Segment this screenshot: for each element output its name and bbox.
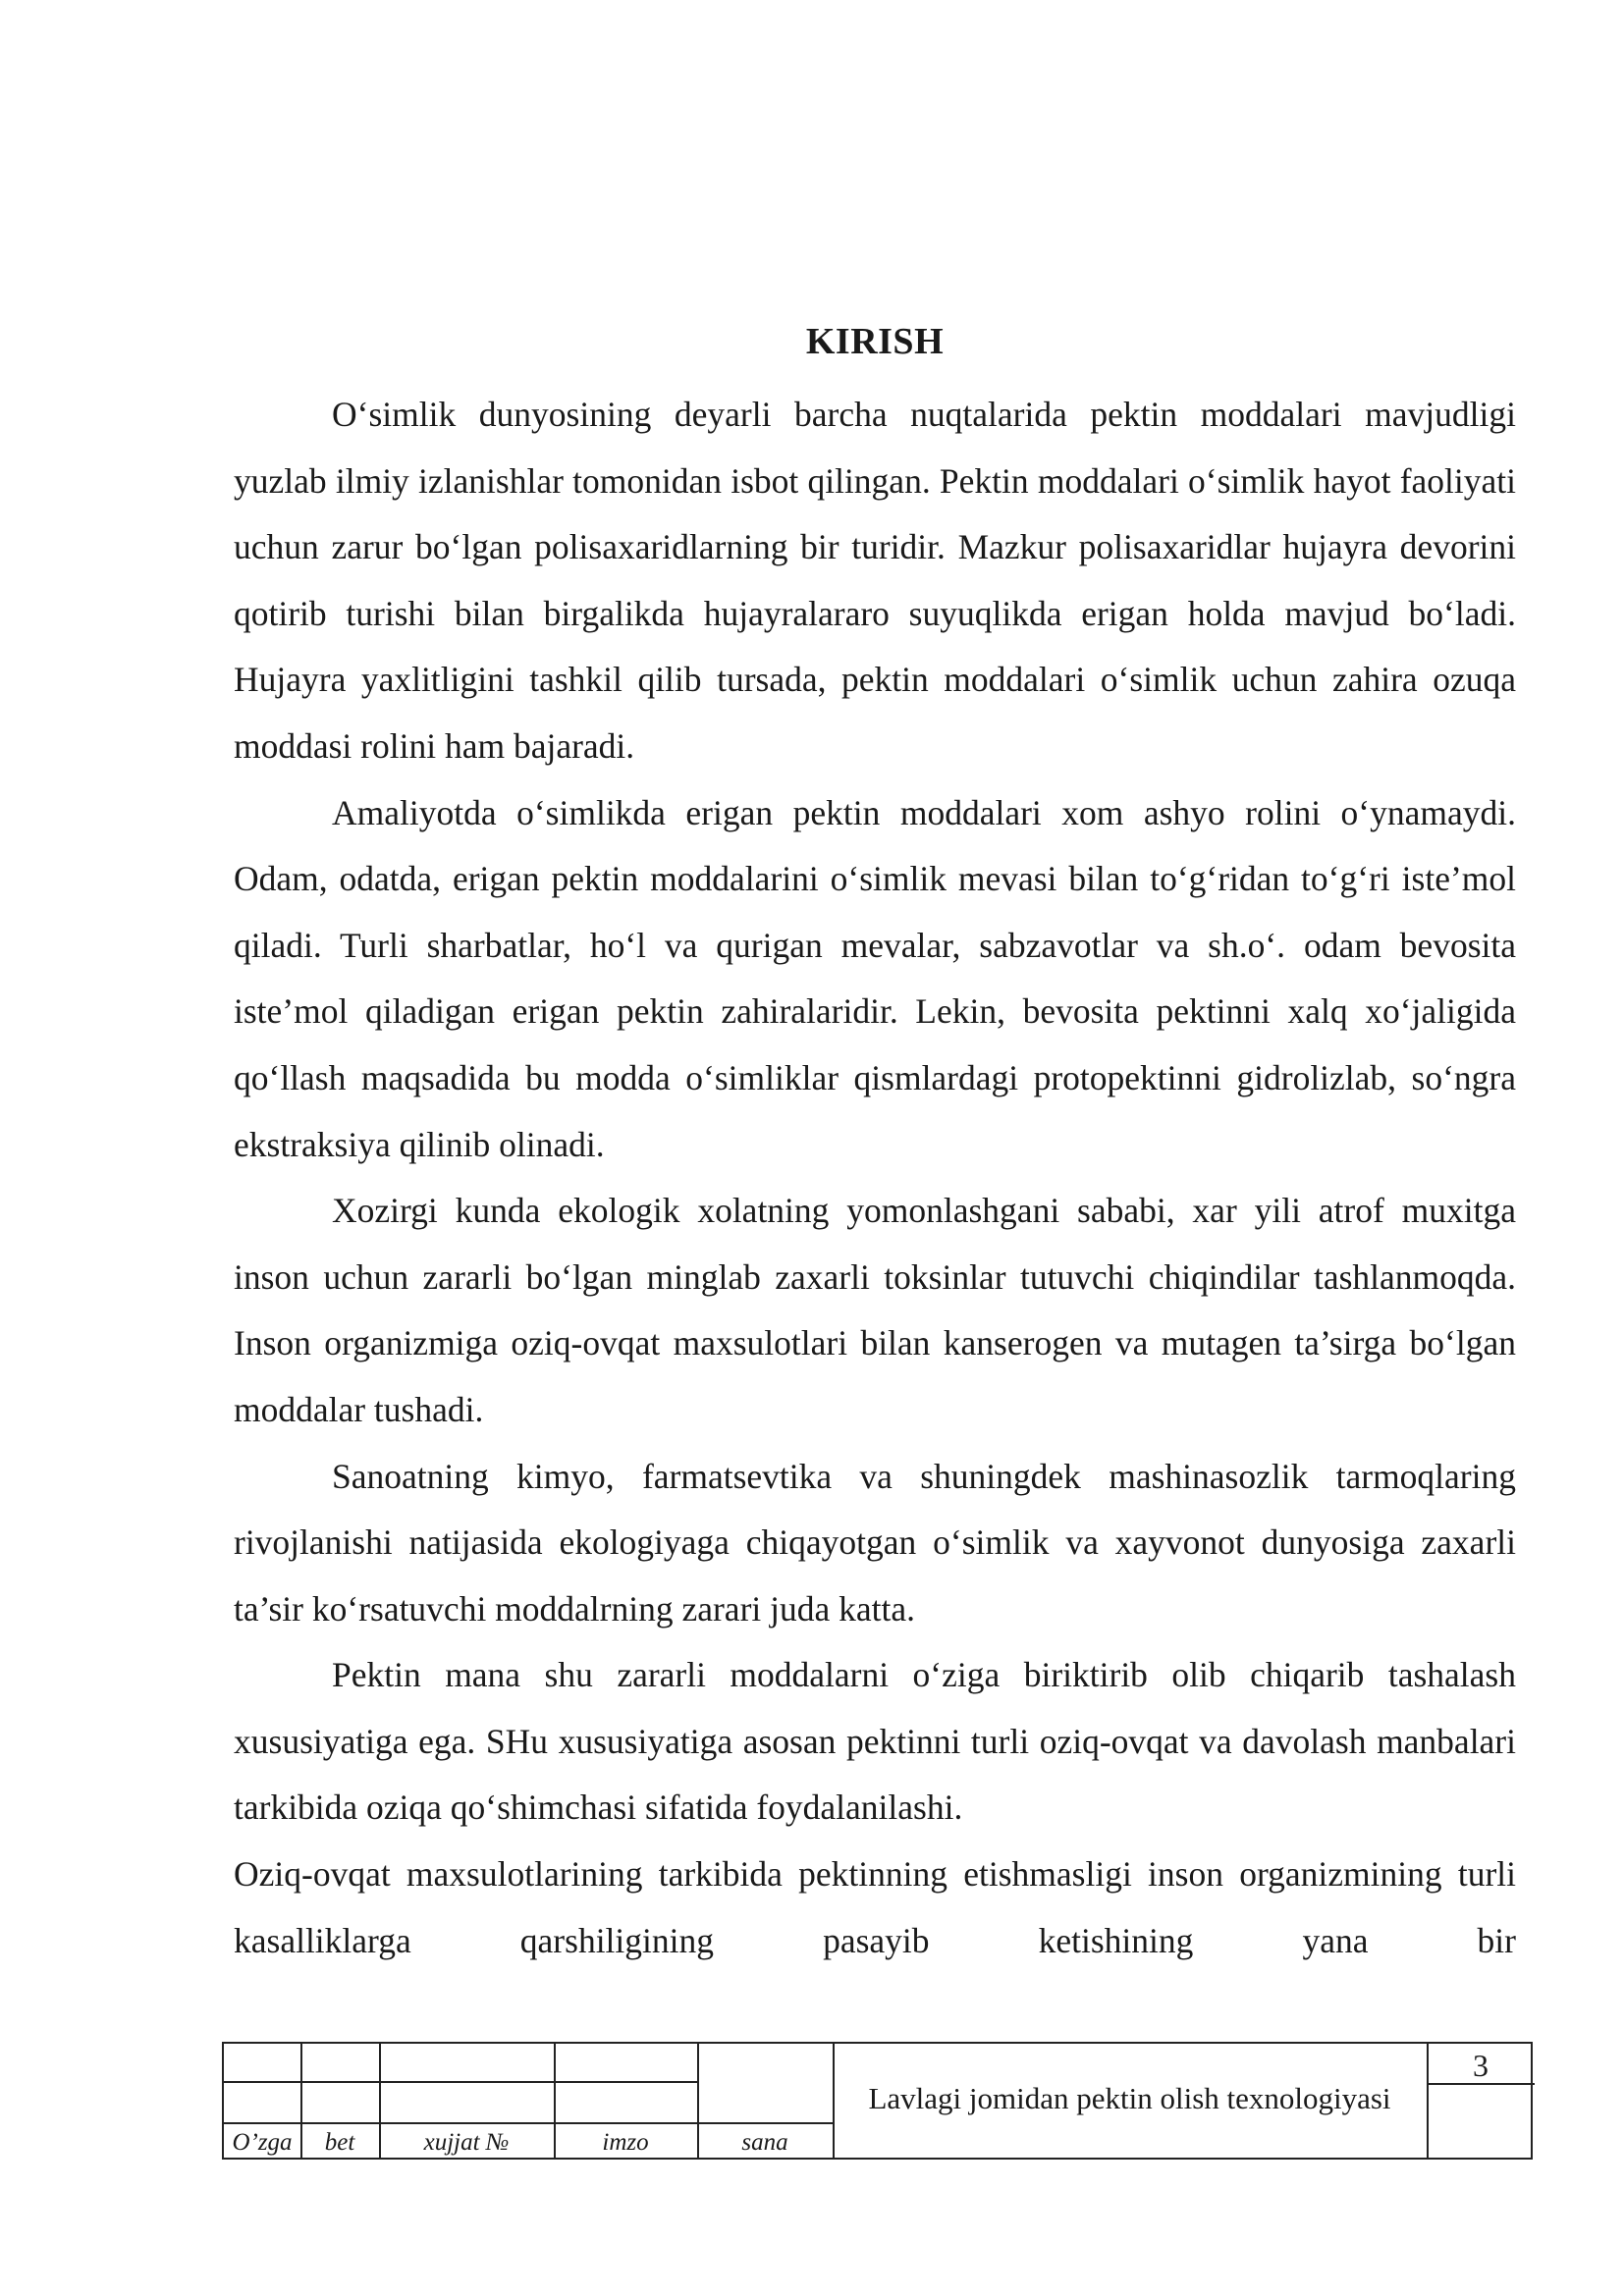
label-sana: sana <box>741 2129 788 2156</box>
paragraph: Oziq-ovqat maxsulotlarining tarkibida pektinning etishmasligi inson organizmining turli kasalliklarga qarshiligining pasayib ketishining yana bir <box>234 1854 1516 1960</box>
grid-line <box>224 2081 697 2083</box>
paragraph: O‘simlik dunyosining deyarli barcha nuqtalarida pektin moddalari mavjudligi yuzlab ilmiy izlanishlar tomonidan isbot qilingan. Pektin moddalari o‘simlik hayot faoliyati uchun zarur bo‘lgan polisaxaridlarning bir turidir. Mazkur polisaxaridlar hujayra devorini qotirib turishi bilan birgalikda hujayralararo suyuqlikda erigan holda mavjud bo‘ladi. Hujayra yaxlitligini tashkil qilib tursada, pektin moddalari o‘simlik uchun zahira ozuqa moddasi rolini ham bajaradi. <box>234 395 1516 766</box>
label-imzo: imzo <box>602 2129 649 2156</box>
label-ozga: O’zga <box>232 2129 293 2156</box>
paragraph: Xozirgi kunda ekologik xolatning yomonlashgani sababi, xar yili atrof muxitga inson uchun zararli bo‘lgan minglab zaxarli toksinlar tutuvchi chiqindilar tashlanmoqda. Inson organizmiga oziq-ovqat maxsulotlari bilan kanserogen va mutagen ta’sirga bo‘lgan moddalar tushadi. <box>234 1191 1516 1429</box>
document-title: Lavlagi jomidan pektin olish texnologiyasi <box>868 2081 1391 2115</box>
page-number: 3 <box>1473 2048 1489 2083</box>
paragraph: Sanoatning kimyo, farmatsevtika va shuningdek mashinasozlik tarmoqlaring rivojlanishi natijasida ekologiyaga chiqayotgan o‘simlik va xayvonot dunyosiga zaxarli ta’sir ko‘rsatuvchi moddalrning zarari juda katta. <box>234 1456 1516 1629</box>
grid-line <box>224 2122 833 2124</box>
label-bet: bet <box>324 2129 355 2156</box>
label-xujjat: xujjat № <box>423 2129 510 2156</box>
grid-line <box>1427 2083 1535 2085</box>
title-block <box>222 2042 1533 2160</box>
paragraph: Amaliyotda o‘simlikda erigan pektin moddalari xom ashyo rolini o‘ynamaydi. Odam, odatda, erigan pektin moddalarini o‘simlik mevasi bilan to‘g‘ridan to‘g‘ri iste’mol qiladi. Turli sharbatlar, ho‘l va qurigan mevalar, sabzavotlar va sh.o‘. odam bevosita iste’mol qiladigan erigan pektin zahiralaridir. Lekin, bevosita pektinni xalq xo‘jaligida qo‘llash maqsadida bu modda o‘simliklar qismlardagi protopektinni gidrolizlab, so‘ngra ekstraksiya qilinib olinadi. <box>234 792 1516 1164</box>
paragraph: Pektin mana shu zararli moddalarni o‘ziga biriktirib olib chiqarib tashalash xususiyatiga ega. SHu xususiyatiga asosan pektinni turli oziq-ovqat va davolash manbalari tarkibida oziqa qo‘shimchasi sifatida foydalanilashi. <box>234 1655 1516 1828</box>
page-title: KIRISH <box>805 321 945 362</box>
document-body <box>234 317 1516 1974</box>
